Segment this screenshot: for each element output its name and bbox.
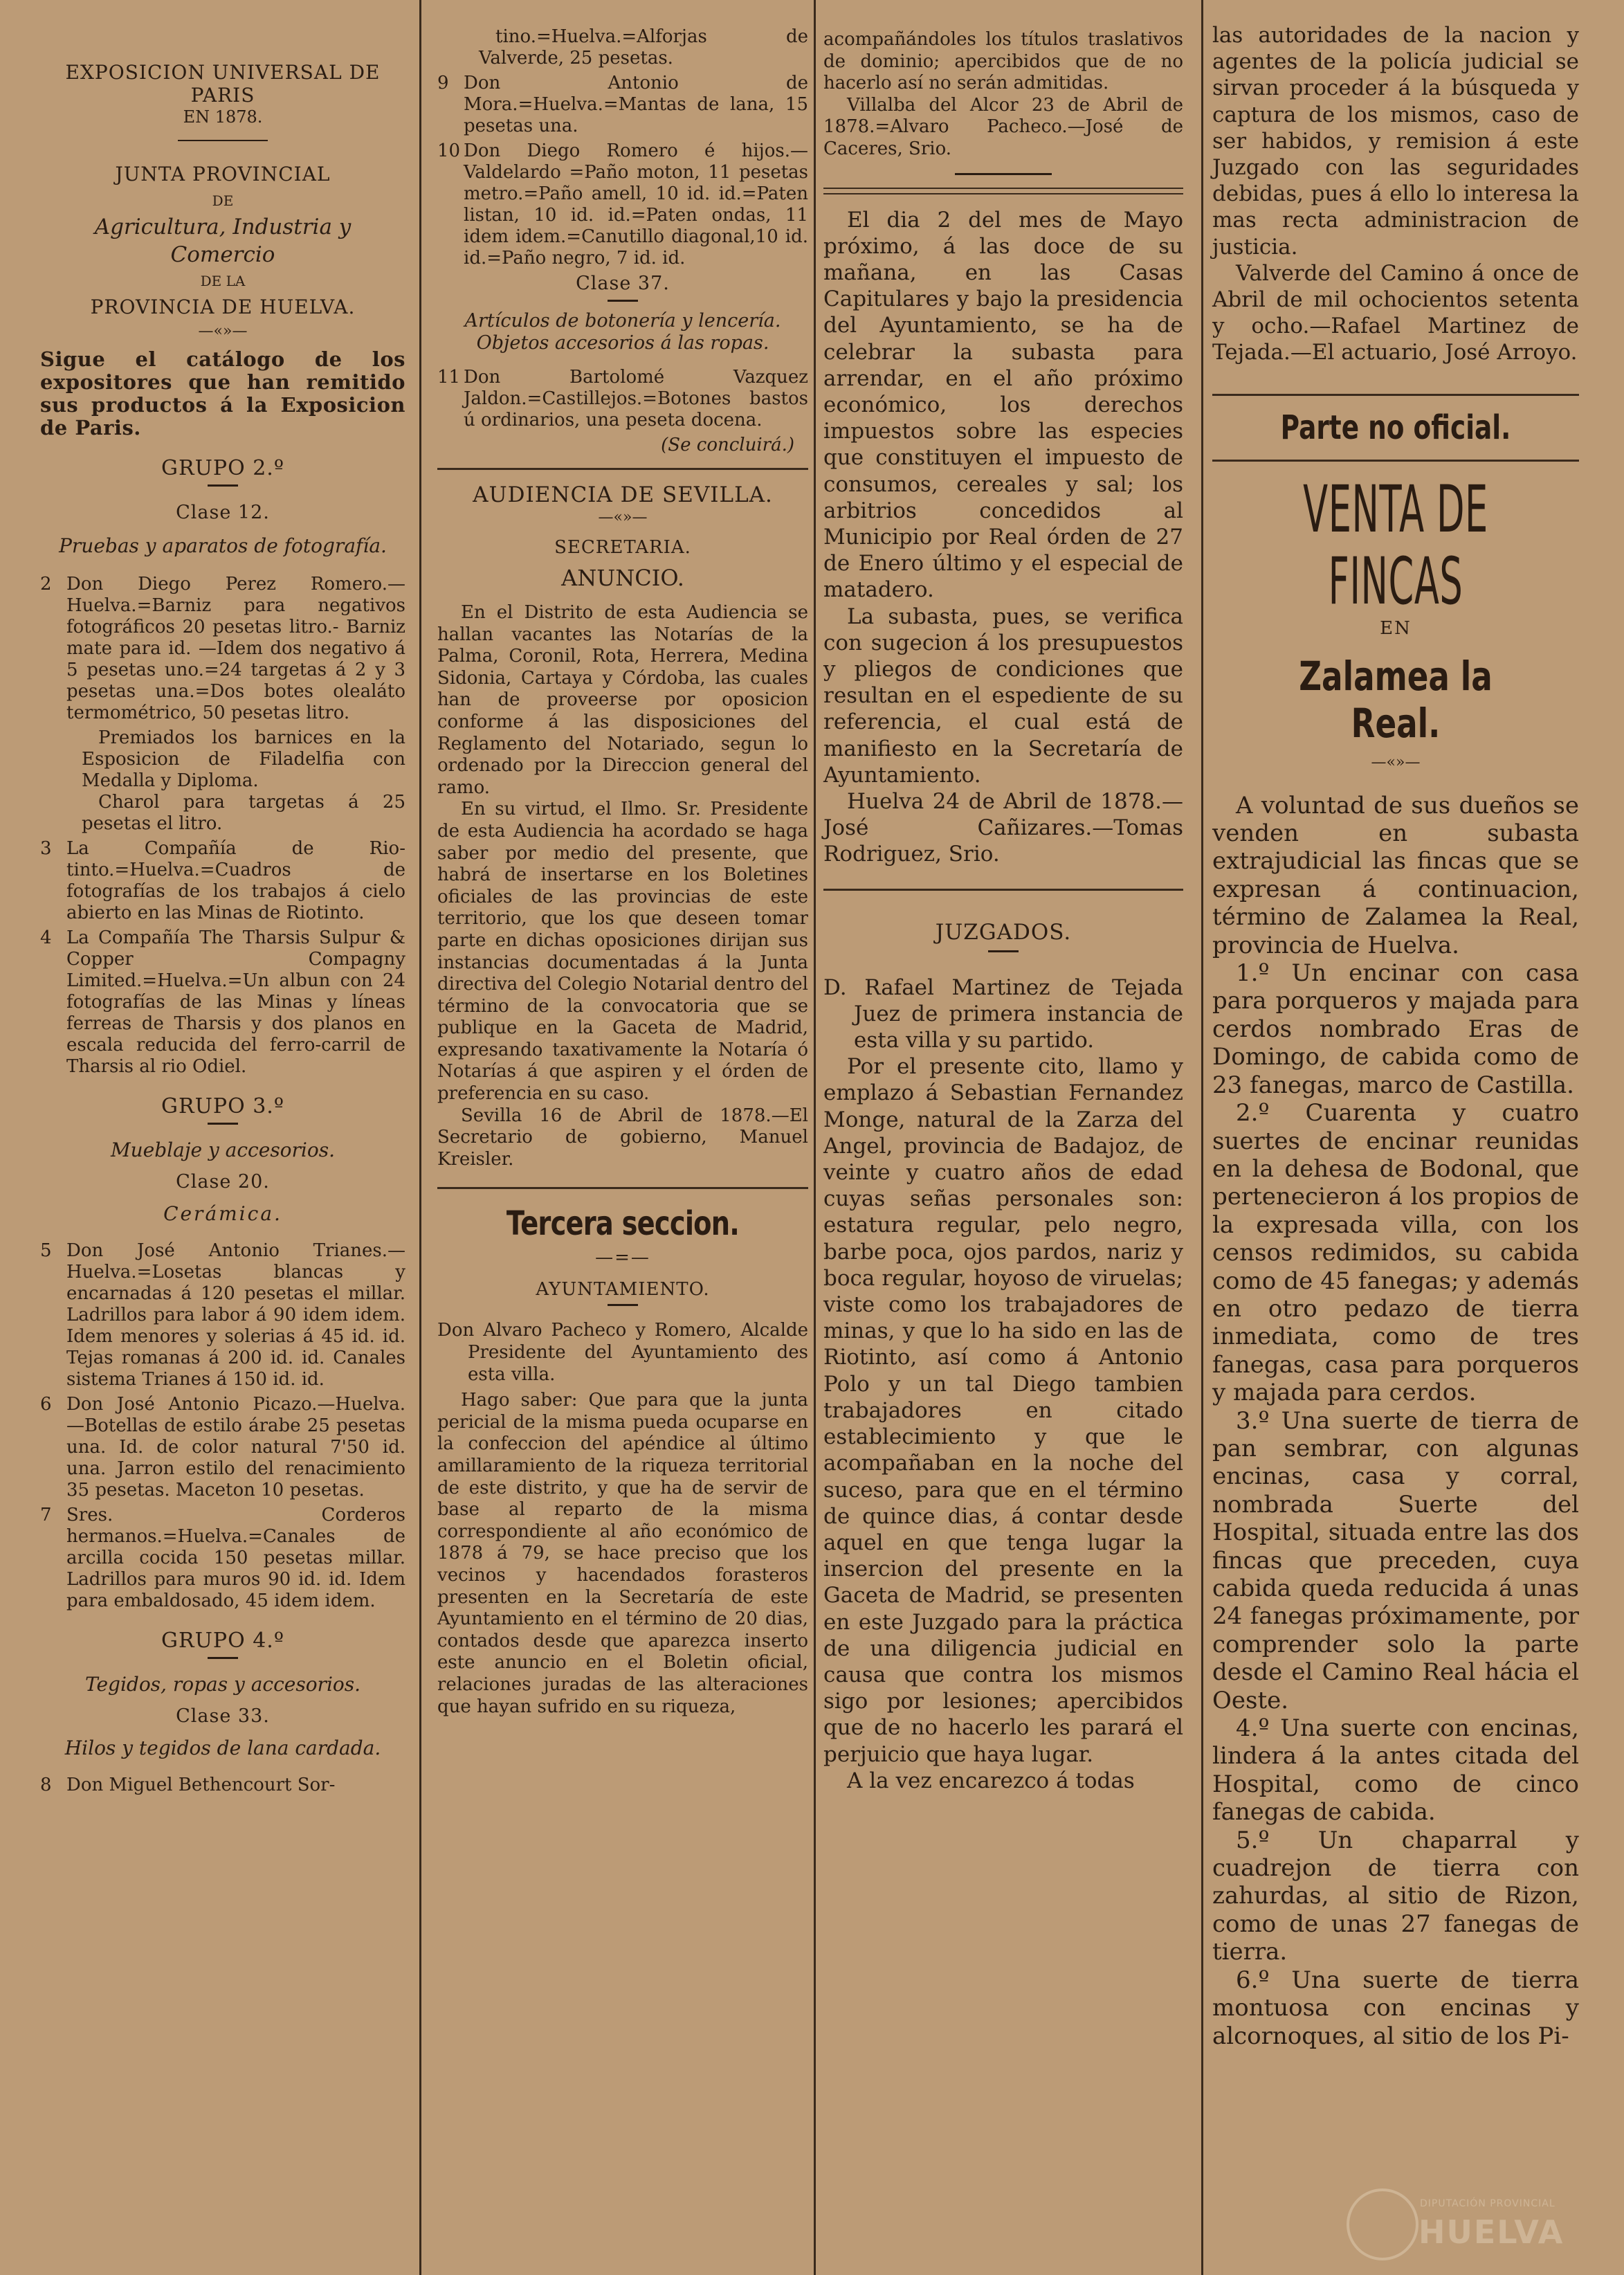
divider <box>608 1304 638 1306</box>
ayuntamiento-heading: AYUNTAMIENTO. <box>536 1279 710 1300</box>
catalog-entry: 10 Don Diego Romero é hijos.—Valdelardo =Paño moton, 11 pesetas metro.=Paño amell, 10 id. id.=Paten listan, 10 id. id.=Paten ondas, 11 idem idem.=Canutillo diagonal,10 id. id.=Paño negro, 7 id. id. <box>437 141 808 269</box>
catalog-lead: Sigue el catálogo de los expositores que han remitido sus productos á la Exposicion de Paris. <box>40 347 405 439</box>
anuncio-paragraph: En su virtud, el Ilmo. Sr. Presidente de esta Audiencia ha acordado se haga saber por medio del presente, que habrá de insertarse en los Boletines oficiales de las provincias de este territorio, que los que deseen tomar parte en dichas oposiciones dirijan sus instancias documentadas á la Junta directiva del Colegio Notarial dentro del término de la convocatoria que se publique en la Gaceta de Madrid, expresando taxativamente la Notaría ó Notarías á que aspiren y el órden de preferencia en su caso. <box>437 799 808 1105</box>
anuncio-paragraph: En el Distrito de esta Audiencia se hallan vacantes las Notarías de la Palma, Coronil, Rota, Herrera, Medina Sidonia, Cartaya y Córdoba, las cuales han de proveerse por oposicion conforme á las disposiciones del Reglamento del Notariado, segun lo ordenado por la Direccion general del ramo. <box>437 602 808 798</box>
catalog-entry: 2 Don Diego Perez Romero.—Huelva.=Barniz para negativos fotográficos 20 pesetas litro.- Barniz mate para id. —Idem dos negativo á 5 pesetas uno.=24 targetas á 2 y 3 pesetas una.=Dos botes olealáto termométrico, 50 pesetas litro. <box>40 574 405 723</box>
junta-de-la: DE LA <box>200 273 246 289</box>
finca-item: 3.º Una suerte de tierra de pan sembrar, con algunas encinas, casa y corral, nombrada Suerte del Hospital, situada entre las dos fincas que preceden, cuya cabida queda reducida á unas 24 fanegas próximamente, por comprender solo la parte desde el Camino Real hácia el Oeste. <box>1212 1406 1579 1714</box>
clase-heading: Clase 20. <box>176 1171 270 1193</box>
divider <box>608 300 638 302</box>
fincas-intro: A voluntad de sus dueños se venden en subasta extrajudicial las fincas que se expresan á continuacion, término de Zalamea la Real, provincia de Huelva. <box>1212 791 1579 959</box>
ornament: —«»— <box>598 509 648 526</box>
catalog-entry: 4 La Compañía The Tharsis Sulpur & Copper Compagny Limited.=Huelva.=Un albun con 24 fotografías de las Minas y líneas ferreas de Tharsis y dos planos en escala reducida del ferro-carril de Tharsis al rio Odiel. <box>40 927 405 1077</box>
clase-heading: Clase 12. <box>176 502 270 523</box>
section-rule <box>823 188 1183 189</box>
section-subtitle: Mueblaje y accesorios. <box>110 1139 336 1161</box>
parte-no-oficial-heading: Parte no oficial. <box>1280 408 1511 447</box>
column-rule <box>419 0 421 2275</box>
audiencia-heading: AUDIENCIA DE SEVILLA. <box>473 482 773 507</box>
venta-de-fincas-heading: VENTA DE FINCAS <box>1303 471 1488 619</box>
section-subtitle: Cerámica. <box>163 1202 282 1225</box>
secretaria-heading: SECRETARIA. <box>554 537 691 558</box>
catalog-entry: 7 Sres. Corderos hermanos.=Huelva.=Canales de arcilla cocida 150 pesetas millar. Ladrillos para muros 90 id. id. Idem para embaldosado, 45 idem idem. <box>40 1505 405 1611</box>
column-1 <box>40 0 405 2275</box>
juzgados-signature: Valverde del Camino á once de Abril de mil ochocientos setenta y ocho.—Rafael Martinez de Tejada.—El actuario, José Arroyo. <box>1212 260 1579 365</box>
section-rule <box>1212 394 1579 396</box>
finca-item: 2.º Cuarenta y cuatro suertes de encinar reunidas en la dehesa de Bodonal, que pertenecieron á los propios de la expresada villa, con los censos redimidos, su cabida como de 45 fanegas; y además en otro pedazo de tierra inmediata, como de tres fanegas, casa para porqueros y majada para cerdos. <box>1212 1099 1579 1407</box>
column-4 <box>1212 0 1579 2275</box>
ayuntamiento-continuation: acompañándoles los títulos traslativos de dominio; apercibidos que de no hacerlo así no serán admitidas. <box>823 29 1183 94</box>
finca-item: 1.º Un encinar con casa para porqueros y majada para cerdos nombrado Eras de Domingo, de cabida como de 23 fanegas, marco de Castilla. <box>1212 959 1579 1099</box>
junta-de: DE <box>212 192 234 209</box>
ayuntamiento-paragraph: Hago saber: Que para que la junta pericial de la misma pueda ocuparse en la confeccion del apéndice al último amillaramiento de la riqueza territorial de este distrito, y que ha de servir de base al reparto de la misma correspondiente al año económico de 1878 á 79, se hace preciso que los vecinos y hacendados forasteros presenten en la Secretaría de este Ayuntamiento en el término de 20 dias, contados desde que aparezca inserto este anuncio en el Boletin oficial, relaciones juradas de las alteraciones que hayan sufrido en su riqueza, <box>437 1390 808 1717</box>
seal-icon <box>1347 2188 1418 2260</box>
divider <box>208 1123 238 1125</box>
divider <box>208 1657 238 1659</box>
catalog-entry: 8 Don Miguel Bethencourt Sor- <box>40 1775 336 1795</box>
section-rule <box>823 193 1183 194</box>
venta-en: EN <box>1380 617 1412 639</box>
column-3 <box>823 0 1183 2275</box>
catalog-entry: 3 La Compañía de Rio-tinto.=Huelva.=Cuadros de fotografías de los trabajos á cielo abierto en las Minas de Riotinto. <box>40 838 405 923</box>
exposition-year: EN 1878. <box>183 107 263 127</box>
exposition-title: EXPOSICION UNIVERSAL DE PARIS <box>65 61 381 107</box>
subasta-paragraph: El dia 2 del mes de Mayo próximo, á las doce de su mañana, en las Casas Capitulares y bajo la presidencia del Ayuntamiento, se ha de celebrar la subasta para arrendar, en el año próximo económico, los derechos impuestos sobre las especies que constituyen el impuesto de consumos, cereales y sal; los arbitrios concedidos al Municipio por Real órden de 27 de Enero último y el especial de matadero. <box>823 207 1183 603</box>
double-dash: —=— <box>595 1247 650 1269</box>
divider <box>208 484 238 487</box>
section-rule <box>1212 460 1579 462</box>
divider <box>955 173 1052 175</box>
grupo-heading: GRUPO 4.º <box>161 1629 284 1653</box>
junta-subtitle: Agricultura, Industria y Comercio <box>94 215 352 267</box>
section-rule <box>823 889 1183 891</box>
anuncio-heading: ANUNCIO. <box>561 565 684 591</box>
clase-heading: Clase 33. <box>176 1705 270 1727</box>
section-rule <box>437 1187 808 1189</box>
divider <box>988 950 1019 952</box>
junta-title: JUNTA PROVINCIAL <box>115 163 331 185</box>
juzgados-paragraph: A la vez encarezco á todas <box>847 1768 1135 1793</box>
divider <box>178 140 268 141</box>
tercera-seccion-heading: Tercera seccion. <box>506 1204 740 1244</box>
column-rule <box>814 0 816 2275</box>
huelva-watermark: DIPUTACIÓN PROVINCIAL HUELVA <box>1347 2180 1575 2263</box>
zalamea-heading: Zalamea la Real. <box>1299 652 1493 747</box>
anuncio-signature: Sevilla 16 de Abril de 1878.—El Secretario de gobierno, Manuel Kreisler. <box>437 1105 808 1170</box>
subasta-signature: Huelva 24 de Abril de 1878.—José Cañizares.—Tomas Rodriguez, Srio. <box>823 789 1183 867</box>
section-subtitle: Pruebas y aparatos de fotografía. <box>59 534 387 557</box>
column-rule <box>1201 0 1203 2275</box>
catalog-entry: 5 Don José Antonio Trianes.—Huelva.=Losetas blancas y encarnadas á 120 pesetas el millar. Ladrillos para labor á 90 idem idem. Idem menores y solerias á 45 id. id. Tejas romanas á 200 id. id. Canales sistema Trianes á 150 id. id. <box>40 1240 405 1390</box>
finca-item: 6.º Una suerte de tierra montuosa con encinas y alcornoques, al sitio de los Pi- <box>1212 1966 1579 2050</box>
juzgados-continuation: las autoridades de la nacion y agentes de la policía judicial se sirvan proceder á la búsqueda y captura de los mismos, caso de ser habidos, y remision á este Juzgado con las seguridades debidas, pues á ello lo interesa la mas recta administracion de justicia. <box>1212 23 1579 260</box>
section-subtitle: Hilos y tegidos de lana cardada. <box>64 1737 381 1759</box>
juzgados-lead: D. Rafael Martinez de Tejada Juez de primera instancia de esta villa y su partido. <box>823 975 1183 1053</box>
junta-province: PROVINCIA DE HUELVA. <box>90 296 356 318</box>
grupo-heading: GRUPO 2.º <box>161 456 284 480</box>
ayuntamiento-signature: Villalba del Alcor 23 de Abril de 1878.=Alvaro Pacheco.—José de Caceres, Srio. <box>823 94 1183 159</box>
juzgados-heading: JUZGADOS. <box>935 919 1072 945</box>
section-subtitle: Tegidos, ropas y accesorios. <box>84 1673 361 1696</box>
ornament: —«»— <box>198 323 248 340</box>
juzgados-paragraph: Por el presente cito, llamo y emplazo á Sebastian Fernandez Monge, natural de la Zarza del Angel, provincia de Badajoz, de veinte y cuatro años de edad cuyas señas personales son: estatura regular, pelo negro, barbe poca, ojos pardos, nariz y boca regular, hoyoso de viruelas; viste como los trabajadores de minas, y que lo ha sido en las de Riotinto, así como á Antonio Polo y un tal Diego tambien trabajadores en citado establecimiento y que le acompañaban en la noche del suceso, para que en el término de quince dias, á contar desde aquel en que tenga lugar la insercion del presente en la Gaceta de Madrid, se presenten en este Juzgado para la práctica de una diligencia judicial en causa que contra los mismos sigo por lesiones; apercibidos que de no hacerlo les parará el perjuicio que haya lugar. <box>823 1054 1183 1767</box>
entry-continuation: tino.=Huelva.=Alforjas de Valverde, 25 pesetas. <box>479 26 808 69</box>
column-2 <box>437 0 808 2275</box>
subasta-paragraph: La subasta, pues, se verifica con sugecion á los presupuestos y pliegos de condiciones que resultan en el espediente de su referencia, el cual está de manifiesto en la Secretaría de Ayuntamiento. <box>823 604 1183 788</box>
ayuntamiento-lead: Don Alvaro Pacheco y Romero, Alcalde Presidente del Ayuntamiento des esta villa. <box>437 1320 808 1385</box>
entry-note: Premiados los barnices en la Esposicion de Filadelfia con Medalla y Diploma. <box>82 727 405 791</box>
grupo-heading: GRUPO 3.º <box>161 1094 284 1118</box>
catalog-entry: 9 Don Antonio de Mora.=Huelva.=Mantas de lana, 15 pesetas una. <box>437 73 808 136</box>
catalog-entry: 11 Don Bartolomé Vazquez Jaldon.=Castillejos.=Botones bastos ú ordinarios, una peseta docena. <box>437 367 808 430</box>
entry-note: Charol para targetas á 25 pesetas el litro. <box>82 792 405 834</box>
ornament: —«»— <box>1371 753 1421 771</box>
continuation-note: (Se concluirá.) <box>661 435 794 455</box>
section-rule <box>437 468 808 470</box>
section-subtitle: Artículos de botonería y lencería. Objetos accesorios á las ropas. <box>464 310 781 354</box>
finca-item: 4.º Una suerte con encinas, lindera á la antes citada del Hospital, como de cinco fanegas de cabida. <box>1212 1714 1579 1827</box>
clase-heading: Clase 37. <box>576 273 670 294</box>
finca-item: 5.º Un chaparral y cuadrejon de tierra con zahurdas, al sitio de Rizon, como de unas 27 fanegas de tierra. <box>1212 1826 1579 1966</box>
catalog-entry: 6 Don José Antonio Picazo.—Huelva. —Botellas de estilo árabe 25 pesetas una. Id. de color natural 7'50 id. una. Jarron estilo del renacimiento 35 pesetas. Maceton 10 pesetas. <box>40 1394 405 1501</box>
